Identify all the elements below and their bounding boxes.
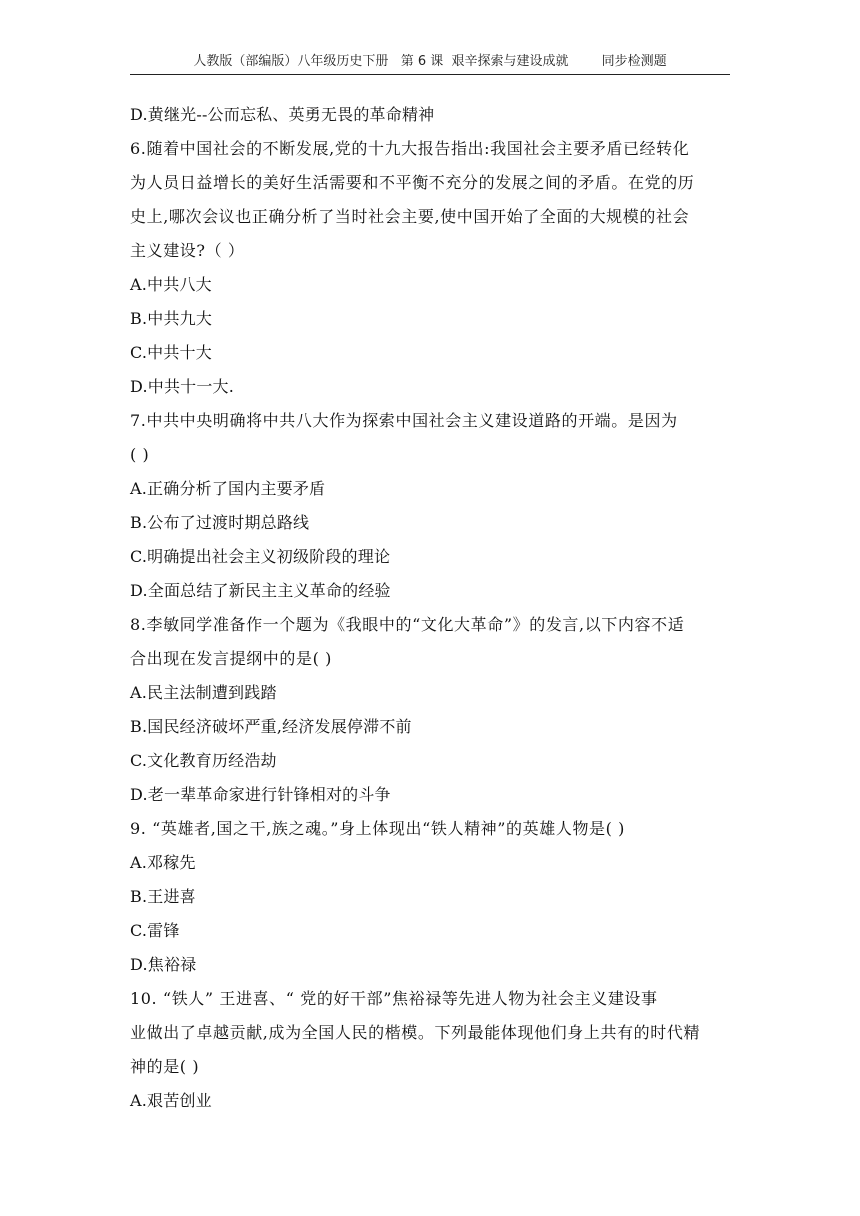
question-stem [130,812,732,846]
question-stem [130,132,732,268]
text-line: B.中共九大 [130,309,213,328]
answer-option [130,302,732,336]
text-line: C.明确提出社会主义初级阶段的理论 [130,547,391,566]
text-line: 8.李敏同学准备作一个题为《我眼中的“文化大革命”》的发言,以下内容不适 [130,615,685,634]
text-line: B.王进喜 [130,887,196,906]
text-line: C.中共十大 [130,343,212,362]
text-line: 6.随着中国社会的不断发展,党的十九大报告指出:我国社会主要矛盾已经转化 [130,139,690,158]
answer-option [130,948,732,982]
text-line: C.文化教育历经浩劫 [130,751,277,770]
text-line: D.老一辈革命家进行针锋相对的斗争 [130,785,391,804]
text-line: 神的是( ) [130,1057,200,1076]
text-line: 为人员日益增长的美好生活需要和不平衡不充分的发展之间的矛盾。在党的历 [130,173,695,192]
text-line: 业做出了卓越贡献,成为全国人民的楷模。下列最能体现他们身上共有的时代精 [130,1023,701,1042]
text-line: B.国民经济破坏严重,经济发展停滞不前 [130,717,412,736]
question-stem [130,982,732,1084]
answer-option [130,540,732,574]
answer-option [130,710,732,744]
answer-option [130,268,732,302]
text-line: ( ) [130,445,150,464]
text-line: C.雷锋 [130,921,180,940]
text-line: 合出现在发言提纲中的是( ) [130,649,332,668]
text-line: D.焦裕禄 [130,955,197,974]
question-content [130,98,732,1118]
answer-option [130,676,732,710]
answer-option [130,744,732,778]
text-line: 9. “英雄者,国之干,族之魂。”身上体现出“铁人精神”的英雄人物是( ) [130,819,626,838]
answer-option [130,778,732,812]
answer-option [130,98,732,132]
text-line: D.黄继光--公而忘私、英勇无畏的革命精神 [130,105,435,124]
answer-option [130,370,732,404]
text-line: A.中共八大 [130,275,212,294]
text-line: A.民主法制遭到践踏 [130,683,277,702]
page-header: 人教版（部编版）八年级历史下册 第 6 课 艰辛探索与建设成就 同步检测题 [130,52,730,75]
text-line: 10. “铁人” 王进喜、“ 党的好干部”焦裕禄等先进人物为社会主义建设事 [130,989,658,1008]
answer-option [130,506,732,540]
text-line: A.邓稼先 [130,853,196,872]
text-line: 7.中共中央明确将中共八大作为探索中国社会主义建设道路的开端。是因为 [130,411,678,430]
answer-option [130,472,732,506]
text-line: D.全面总结了新民主主义革命的经验 [130,581,391,600]
text-line: D.中共十一大. [130,377,235,396]
text-line: B.公布了过渡时期总路线 [130,513,310,532]
answer-option [130,336,732,370]
answer-option [130,1084,732,1118]
text-line: A.正确分析了国内主要矛盾 [130,479,326,498]
question-stem [130,404,732,472]
question-stem [130,608,732,676]
answer-option [130,914,732,948]
text-line: 史上,哪次会议也正确分析了当时社会主要,使中国开始了全面的大规模的社会 [130,207,690,226]
answer-option [130,574,732,608]
text-line: 主义建设?（ ） [130,241,245,260]
text-line: A.艰苦创业 [130,1091,212,1110]
answer-option [130,880,732,914]
answer-option [130,846,732,880]
